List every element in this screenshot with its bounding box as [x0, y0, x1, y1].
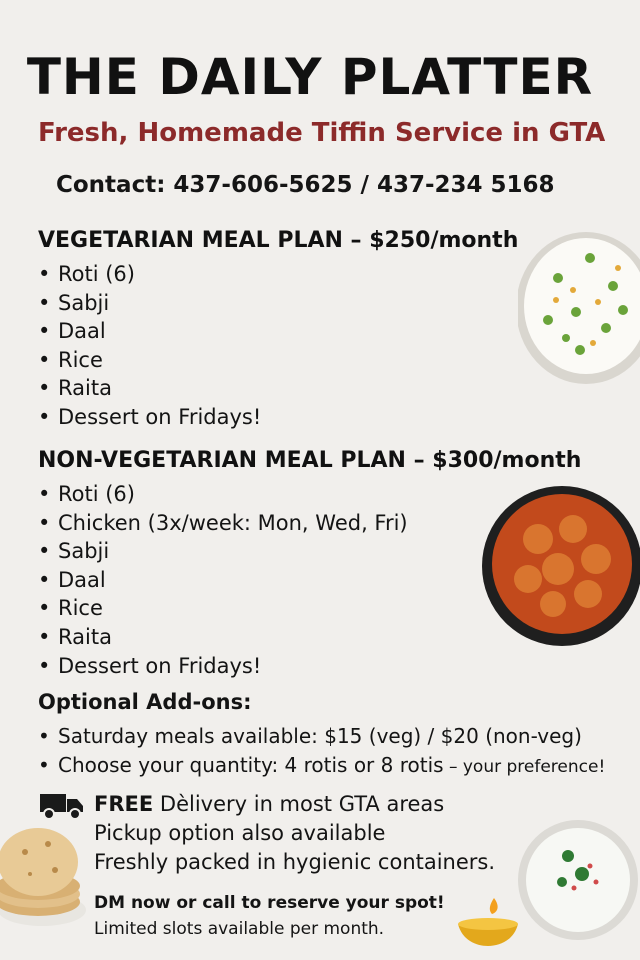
rice-bowl-image: [518, 228, 640, 388]
delivery-info: [94, 790, 495, 877]
page-subtitle: Fresh, Homemade Tiffin Service in GTA: [38, 118, 606, 148]
diya-lamp-image: [456, 898, 522, 948]
veg-plan-list: [38, 260, 261, 432]
delivery-line-2: Pickup option also available: [94, 821, 386, 845]
addon-quantity-text: Choose your quantity: 4 rotis or 8 rotis: [58, 752, 444, 777]
list-item: • Daal: [38, 566, 408, 595]
addons-heading: Optional Add-ons:: [38, 690, 252, 714]
list-item: • Rice: [38, 594, 408, 623]
list-item: [38, 751, 605, 782]
free-label: FREE: [94, 792, 154, 816]
list-item: • Roti (6): [38, 260, 261, 289]
chicken-curry-image: [478, 484, 640, 648]
delivery-truck-icon: [40, 792, 84, 820]
nonveg-plan-list: [38, 480, 408, 680]
list-item: • Saturday meals available: $15 (veg) / $20 (non-veg): [38, 722, 605, 751]
page-title: THE DAILY PLATTER: [26, 48, 594, 106]
list-item: • Rice: [38, 346, 261, 375]
list-item: • Roti (6): [38, 480, 408, 509]
list-item: • Raita: [38, 623, 408, 652]
addon-quantity-tail: – your preference!: [443, 756, 606, 777]
list-item: • Chicken (3x/week: Mon, Wed, Fri): [38, 509, 408, 538]
roti-stack-image: [0, 822, 86, 932]
list-item: • Sabji: [38, 537, 408, 566]
call-to-action: [94, 890, 445, 942]
list-item: • Daal: [38, 317, 261, 346]
delivery-line-3: Freshly packed in hygienic containers.: [94, 850, 496, 874]
list-item: • Sabji: [38, 289, 261, 318]
cta-line-1: DM now or call to reserve your spot!: [94, 893, 445, 913]
contact-info: Contact: 437-606-5625 / 437-234 5168: [56, 172, 555, 198]
nonveg-plan-heading: NON-VEGETARIAN MEAL PLAN – $300/month: [38, 448, 582, 473]
addons-list: [38, 722, 605, 781]
delivery-line-1: Dèlivery in most GTA areas: [153, 792, 445, 816]
veg-plan-heading: VEGETARIAN MEAL PLAN – $250/month: [38, 228, 519, 253]
list-item: • Dessert on Fridays!: [38, 403, 261, 432]
list-item: • Raita: [38, 374, 261, 403]
list-item: • Dessert on Fridays!: [38, 652, 408, 681]
cta-line-2: Limited slots available per month.: [94, 919, 385, 939]
raita-bowl-image: [516, 818, 640, 942]
